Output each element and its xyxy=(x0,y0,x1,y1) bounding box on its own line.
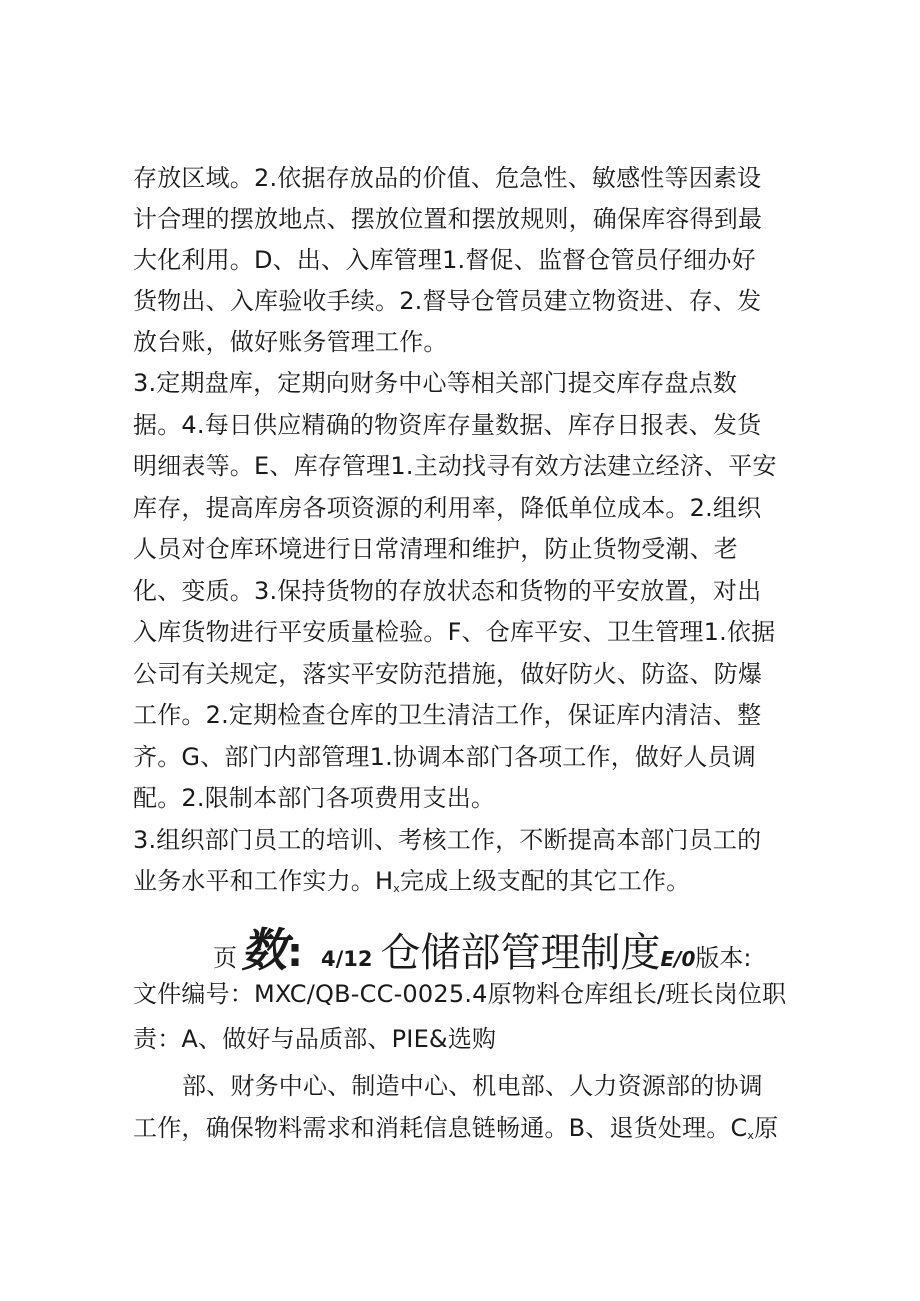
body-line-14: 工作。2.定期检查仓库的卫生清洁工作，保证库内清洁、整 xyxy=(133,701,762,729)
final-line-before: 工作，确保物料需求和消耗信息链畅通。B、退货处理。C xyxy=(133,1114,748,1142)
body-line-4: 货物出、入库验收手续。2.督导仓管员建立物资进、存、发 xyxy=(133,287,762,315)
body-line-11: 化、变质。3.保持货物的存放状态和货物的平安放置，对出 xyxy=(133,577,762,605)
body-line-10: 人员对仓库环境进行日常清理和维护，防止货物受潮、老 xyxy=(133,535,738,563)
body-line-18-before: 业务水平和工作实力。H xyxy=(133,867,394,895)
body-line-12: 入库货物进行平安质量检验。F、仓库平安、卫生管理1.依据 xyxy=(133,618,776,646)
body-line-2: 计合理的摆放地点、摆放位置和摆放规则，确保库容得到最 xyxy=(133,205,763,233)
version-label: 版本: xyxy=(695,944,752,972)
final-line-sub: x xyxy=(747,1129,755,1142)
page-label: 页 xyxy=(213,944,237,972)
body-line-6: 3.定期盘库，定期向财务中心等相关部门提交库存盘点数 xyxy=(133,369,738,397)
body-line-18-after: 完成上级支配的其它工作。 xyxy=(399,867,691,895)
page-header xyxy=(213,914,752,977)
body-line-15: 齐。G、部门内部管理1.协调本部门各项工作，做好人员调 xyxy=(133,743,756,771)
body-line-3: 大化利用。D、出、入库管理1.督促、监督仓管员仔细办好 xyxy=(133,246,756,274)
duty-line: 责：A、做好与品质部、PIE&选购 xyxy=(133,1025,497,1053)
body-line-13: 公司有关规定，落实平安防范措施，做好防火、防盗、防爆 xyxy=(133,660,763,688)
file-number-line: 文件编号：MXC/QB-CC-0025.4原物料仓库组长/班长岗位职 xyxy=(133,980,787,1008)
body-line-5: 放台账，做好账务管理工作。 xyxy=(133,328,448,356)
indented-line: 部、财务中心、制造中心、机电部、人力资源部的协调 xyxy=(182,1072,763,1100)
document-title: 仓储部管理制度 xyxy=(380,930,661,976)
body-line-18 xyxy=(133,861,793,902)
page-count-colon: : xyxy=(287,930,303,976)
body-line-17: 3.组织部门员工的培训、考核工作，不断提高本部门员工的 xyxy=(133,826,762,854)
body-line-9: 库存，提高库房各项资源的利用率，降低单位成本。2.组织 xyxy=(133,494,762,522)
page-count: 4/12 xyxy=(321,947,373,971)
final-line-after: 原 xyxy=(754,1114,779,1142)
final-line xyxy=(133,1108,793,1149)
body-line-7: 据。4.每日供应精确的物资库存量数据、库存日报表、发货 xyxy=(133,411,762,439)
body-line-1: 存放区域。2.依据存放品的价值、危急性、敏感性等因素设 xyxy=(133,164,762,192)
body-line-8: 明细表等。E、库存管理1.主动找寻有效方法建立经济、平安 xyxy=(133,452,777,480)
body-line-18-sub: x xyxy=(393,882,400,895)
version-code: E/0 xyxy=(660,947,696,971)
page-count-label: 数 xyxy=(241,923,287,977)
body-line-16: 配。2.限制本部门各项费用支出。 xyxy=(133,784,496,812)
